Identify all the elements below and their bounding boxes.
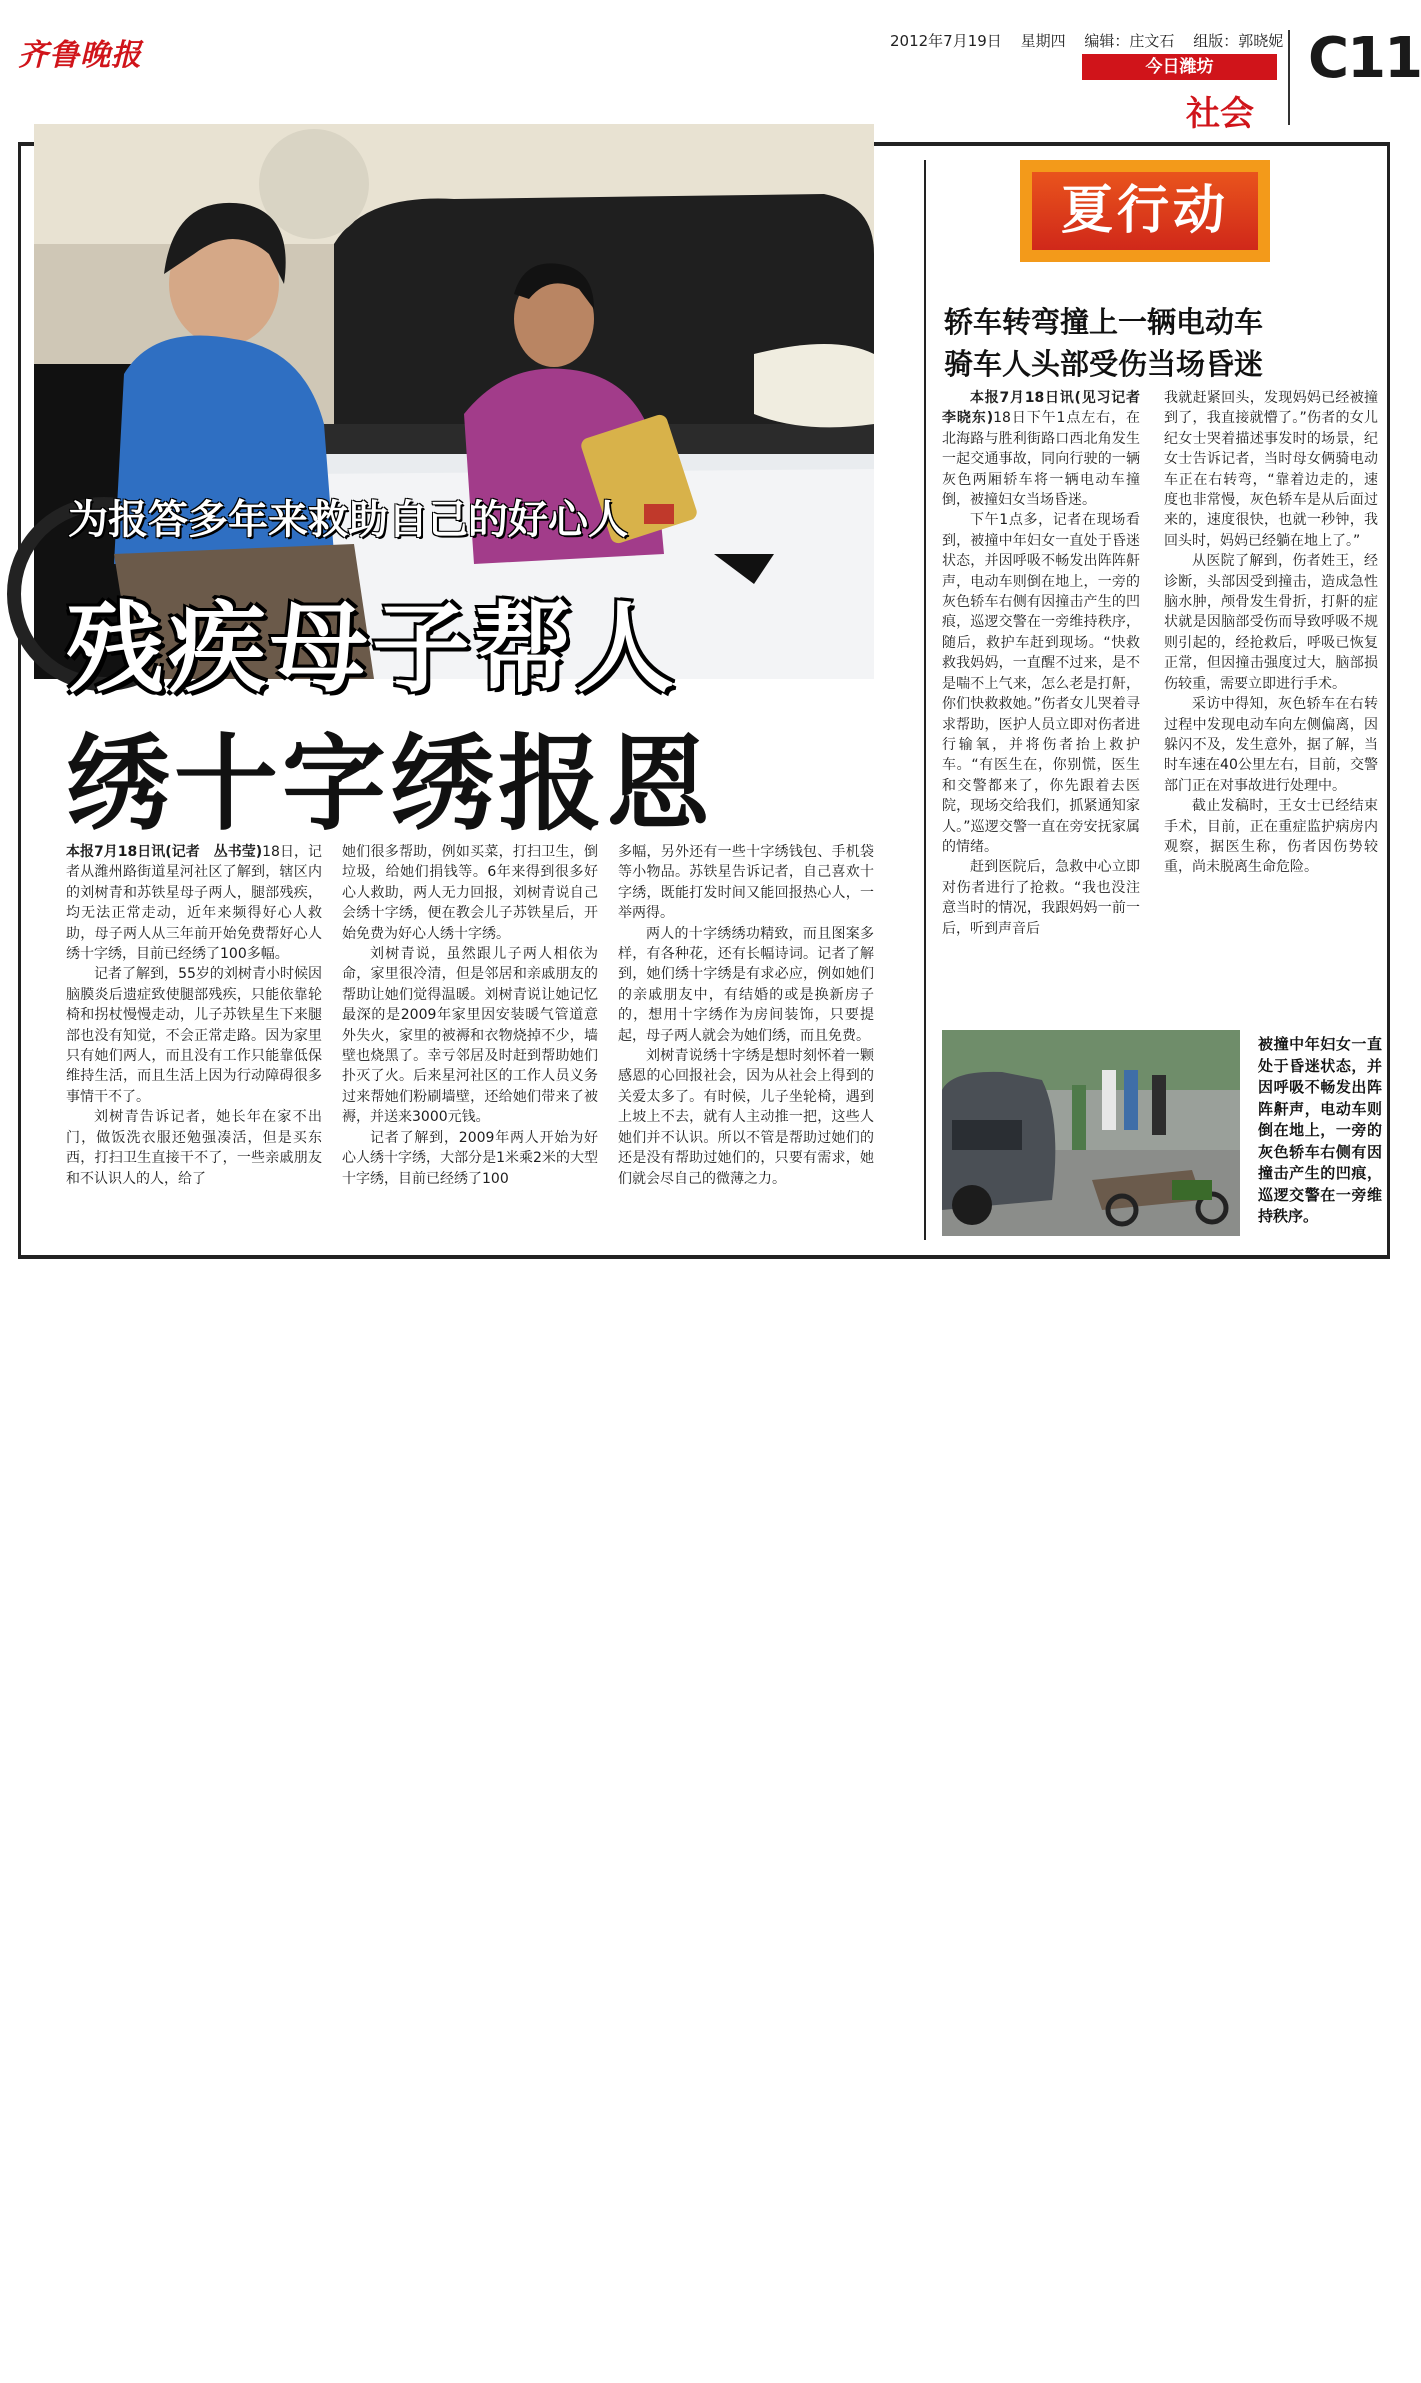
summer-action-logo-text: 夏行动 [1032, 172, 1258, 250]
paragraph: 从医院了解到，伤者姓王，经诊断，头部因受到撞击，造成急性脑水肿，颅骨发生骨折，打鼾的症状就是因脑部受伤而导致呼吸不规则引起的，经抢救后，呼吸已恢复正常，但因撞击强度过大，脑部损伤较重，需要立即进行手术。 [1164, 553, 1378, 692]
paragraph: 记者了解到，55岁的刘树青小时候因脑膜炎后遗症致使腿部残疾，只能依靠轮椅和拐杖慢慢走动，儿子苏铁星生下来腿部也没有知觉，不会正常走路。因为家里只有她们两人，而且没有工作只能靠低保维持生活，而且生活上因为行动障碍很多事情干不了。 [66, 966, 322, 1105]
frame-left-rule [18, 142, 21, 1257]
accident-scene-photo [942, 1030, 1240, 1236]
paragraph: 刘树青说，虽然跟儿子两人相依为命，家里很冷清，但是邻居和亲戚朋友的帮助让她们觉得温暖。刘树青说让她记忆最深的是2009年家里因安装暖气管道意外失火，家里的被褥和衣物烧掉不少，墙壁也烧黑了。幸亏邻居及时赶到帮助她们扑灭了火。后来星河社区的工作人员义务过来帮她们粉刷墙壁，还给她们带来了被褥，并送来3000元钱。 [342, 946, 598, 1126]
paragraph: 多幅，另外还有一些十字绣钱包、手机袋等小物品。苏铁星告诉记者，自己喜欢十字绣，既能打发时间又能回报热心人，一举两得。 [618, 844, 874, 922]
section-bar: 今日潍坊 [1082, 54, 1277, 80]
paragraph: 18日下午1点左右，在北海路与胜利街路口西北角发生一起交通事故，同向行驶的一辆灰色两厢轿车将一辆电动车撞倒，被撞妇女当场昏迷。 [942, 410, 1140, 509]
photo-caption: 被撞中年妇女一直处于昏迷状态，并因呼吸不畅发出阵阵鼾声，电动车则倒在地上，一旁的灰色轿车右侧有因撞击产生的凹痕，巡逻交警在一旁维持秩序。 [1258, 1035, 1382, 1225]
frame-right-rule [1387, 142, 1390, 1257]
paragraph: 赶到医院后，急救中心立即对伤者进行了抢救。“我也没注意当时的情况，我跟妈妈一前一后，听到声音后 [942, 859, 1140, 937]
newspaper-masthead: 齐鲁晚报 [18, 38, 142, 73]
header-divider [1288, 30, 1290, 125]
paragraph: 刘树青告诉记者，她长年在家不出门，做饭洗衣服还勉强凑活，但是买东西，打扫卫生直接干不了，一些亲戚朋友和不认识人的人，给了 [66, 1109, 322, 1187]
paragraph: 截止发稿时，王女士已经结束手术，目前，正在重症监护病房内观察，据医生称，伤者因伤势较重，尚未脱离生命危险。 [1164, 798, 1378, 876]
main-headline-line-1: 残疾母子帮人 [66, 592, 679, 706]
issue-weekday: 星期四 [1020, 32, 1066, 50]
page-number: C11 [1308, 26, 1421, 91]
paragraph: 采访中得知，灰色轿车在右转过程中发现电动车向左侧偏离，因躲闪不及，发生意外，据了解，当时车速在40公里左右，目前，交警部门正在对事故进行处理中。 [1164, 696, 1378, 794]
issue-date: 2012年7月19日 [890, 32, 1002, 50]
paragraph: 18日，记者从潍州路街道星河社区了解到，辖区内的刘树青和苏铁星母子两人，腿部残疾，均无法正常走动，近年来频得好心人救助，母子两人从三年前开始免费帮好心人绣十字绣，目前已经绣了100多幅。 [66, 844, 322, 963]
main-story-column-1 [66, 842, 322, 1189]
main-headline-line-2: 绣十字绣报恩 [66, 723, 715, 845]
main-story-column-3 [618, 842, 874, 1189]
paragraph: 刘树青说绣十字绣是想时刻怀着一颗感恩的心回报社会，因为从社会上得到的关爱太多了。有时候，儿子坐轮椅，遇到上坡上不去，就有人主动推一把，这些人她们并不认识。所以不管是帮助过她们的还是没有帮助过她们的，只要有需求，她们就会尽自己的微薄之力。 [618, 1048, 874, 1187]
page-header-info [890, 30, 1297, 51]
side-headline-line-2: 骑车人头部受伤当场昏迷 [944, 347, 1264, 381]
main-story-subtitle: 为报答多年来救助自己的好心人 [68, 497, 628, 543]
frame-bottom-rule [18, 1255, 1390, 1259]
side-story-column-2 [1164, 388, 1378, 878]
main-story-byline: 本报7月18日讯(记者 丛书莹) [66, 844, 263, 860]
paragraph: 她们很多帮助，例如买菜，打扫卫生，倒垃圾，给她们捐钱等。6年来得到很多好心人救助，两人无力回报，刘树青说自己会绣十字绣，便在教会儿子苏铁星后，开始免费为好心人绣十字绣。 [342, 844, 598, 942]
main-story-column-2 [342, 842, 598, 1189]
paragraph: 下午1点多，记者在现场看到，被撞中年妇女一直处于昏迷状态，并因呼吸不畅发出阵阵鼾声，电动车则倒在地上，一旁的灰色轿车右侧有因撞击产生的凹痕，巡逻交警在一旁维持秩序，随后，救护车赶到现场。“快救救我妈妈，一直醒不过来，是不是喘不上气来，怎么老是打鼾，你们快救救她。”伤者女儿哭着寻求帮助，医护人员立即对伤者进行输氧，并将伤者抬上救护车。“有医生在，你别慌，医生和交警都来了，你先跟着去医院，现场交给我们，抓紧通知家人。”巡逻交警一直在旁安抚家属的情绪。 [942, 512, 1140, 855]
paragraph: 两人的十字绣绣功精致，而且图案多样，有各种花，还有长幅诗词。记者了解到，她们绣十字绣是有求必应，例如她们的亲戚朋友中，有结婚的或是换新房子的，想用十字绣作为房间装饰，只要提起，母子两人就会为她们绣，而且免费。 [618, 925, 874, 1044]
section-name: 社会 [1186, 94, 1254, 134]
summer-action-logo [1020, 160, 1270, 262]
side-story-column-1 [942, 388, 1154, 939]
paragraph: 我就赶紧回头，发现妈妈已经被撞到了，我直接就懵了。”伤者的女儿纪女士哭着描述事发时的场景，纪女士告诉记者，当时母女俩骑电动车正在右转弯，“靠着边走的，速度也非常慢，灰色轿车是从后面过来的，速度很快，也就一秒钟，我回头时，妈妈已经躺在地上了。” [1164, 390, 1378, 549]
column-divider [924, 160, 926, 1240]
side-headline-line-1: 轿车转弯撞上一辆电动车 [944, 305, 1264, 339]
paragraph: 记者了解到，2009年两人开始为好心人绣十字绣，大部分是1米乘2米的大型十字绣，目前已经绣了100 [342, 1129, 598, 1187]
photo-accident-scene [942, 1030, 1240, 1236]
editor-credit: 编辑：庄文石 [1084, 32, 1175, 50]
side-story-byline: 本报7月18日讯(见习记者 李晓东) [942, 390, 1154, 427]
layout-credit: 组版：郭晓妮 [1193, 32, 1284, 50]
